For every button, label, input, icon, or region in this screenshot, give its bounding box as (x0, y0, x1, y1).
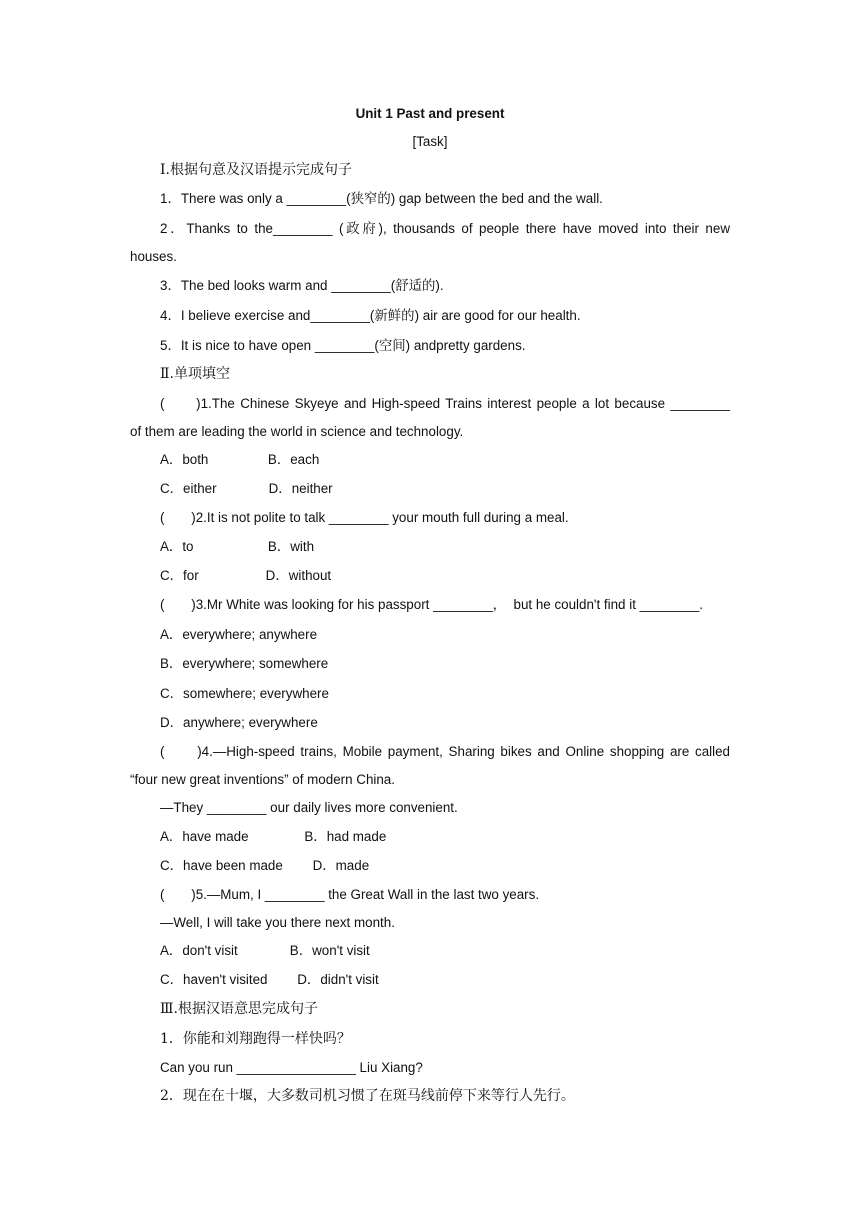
question-5-line-2: —Well, I will take you there next month. (160, 915, 395, 930)
question-3-option-a: A．everywhere; anywhere (160, 627, 318, 642)
section-3-item-1-english: Can you run ________________ Liu Xiang? (160, 1060, 423, 1075)
question-3-option-c: C．somewhere; everywhere (160, 686, 329, 701)
section-1-heading: Ⅰ.根据句意及汉语提示完成句子 (160, 162, 352, 178)
question-1-options-ab: A．both B．each (160, 452, 320, 467)
question-4-line-1: ( )4.—High-speed trains, Mobile payment, Sharing bikes and Online shopping are called (160, 744, 730, 759)
section-3-item-1-chinese: 1．你能和刘翔跑得一样快吗？ (160, 1031, 351, 1047)
question-3-option-d: D．anywhere; everywhere (160, 715, 318, 730)
section-3-heading: Ⅲ.根据汉语意思完成句子 (160, 1001, 318, 1017)
question-1-line-1: ( )1.The Chinese Skyeye and High-speed Trains interest people a lot because ________ (160, 396, 730, 411)
question-2-line-1: ( )2.It is not polite to talk ________ your mouth full during a meal. (160, 510, 569, 525)
question-4-line-2: “four new great inventions” of modern China. (130, 772, 395, 787)
section-1-item-1: 1．There was only a ________(狭窄的) gap between the bed and the wall. (160, 191, 603, 206)
document-subtitle: [Task] (412, 134, 448, 149)
question-1-line-2: of them are leading the world in science and technology. (130, 424, 464, 439)
question-3-line-1: ( )3.Mr White was looking for his passport ________， but he couldn't find it ________. (160, 597, 703, 612)
question-5-options-cd: C．haven't visited D．didn't visit (160, 972, 379, 987)
question-4-options-ab: A．have made B．had made (160, 829, 387, 844)
section-3-item-2-chinese: 2．现在在十堰，大多数司机习惯了在斑马线前停下来等行人先行。 (160, 1088, 575, 1104)
question-2-options-ab: A．to B．with (160, 539, 315, 554)
question-1-options-cd: C．either D．neither (160, 481, 333, 496)
question-3-option-b: B．everywhere; somewhere (160, 656, 329, 671)
question-4-line-3: —They ________ our daily lives more convenient. (160, 800, 458, 815)
question-5-options-ab: A．don't visit B．won't visit (160, 943, 370, 958)
question-2-options-cd: C．for D．without (160, 568, 332, 583)
document-title: Unit 1 Past and present (355, 106, 505, 121)
section-1-item-2-line-1: 2．Thanks to the________ (政府), thousands of people there have moved into their new (160, 221, 730, 236)
section-1-item-3: 3．The bed looks warm and ________(舒适的). (160, 278, 444, 293)
section-2-heading: Ⅱ.单项填空 (160, 366, 230, 382)
section-1-item-4: 4．I believe exercise and________(新鲜的) air are good for our health. (160, 308, 581, 323)
question-4-options-cd: C．have been made D．made (160, 858, 370, 873)
section-1-item-2-line-2: houses. (130, 249, 177, 264)
section-1-item-5: 5．It is nice to have open ________(空间) andpretty gardens. (160, 338, 526, 353)
question-5-line-1: ( )5.—Mum, I ________ the Great Wall in the last two years. (160, 887, 540, 902)
